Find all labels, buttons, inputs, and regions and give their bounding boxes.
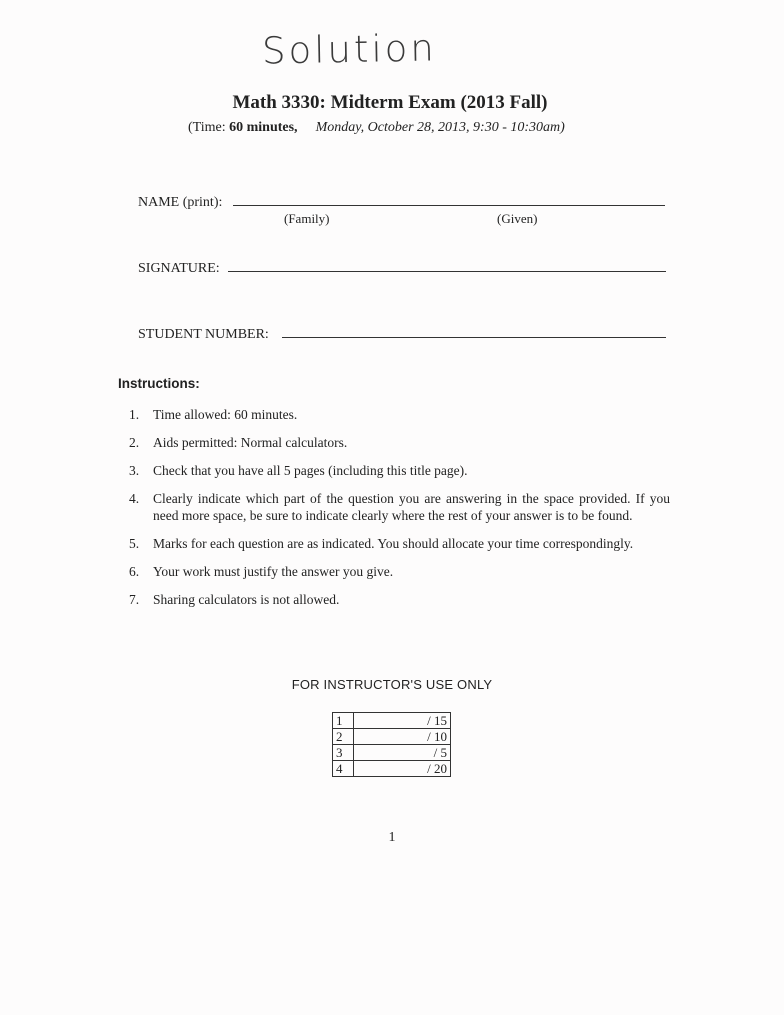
marks-table [332,712,451,777]
exam-title: Math 3330: Midterm Exam (2013 Fall) [232,92,548,113]
instruction-text: Clearly indicate which part of the question you are answering in the space provided. If you need more space, be sure to indicate clearly where the rest of your answer is to be found. [153,491,670,523]
family-label: (Family) [284,211,330,226]
instruction-text: Time allowed: 60 minutes. [153,407,298,422]
signature-label: SIGNATURE: [138,261,220,276]
table-row [333,761,451,777]
instruction-number: 6. [129,564,140,579]
instructions-heading: Instructions: [118,376,200,391]
instruction-text: Check that you have all 5 pages (including this title page). [153,463,468,478]
instruction-number: 3. [129,463,140,478]
instruction-number: 7. [129,592,140,607]
instruction-number: 4. [129,491,140,506]
instruction-number: 1. [129,407,140,422]
score-cell: / 5 [354,745,451,761]
instruction-text: Aids permitted: Normal calculators. [153,435,348,450]
signature-line[interactable] [228,271,666,272]
instruction-item [120,591,670,608]
subtitle-time-prefix: (Time: [188,120,230,135]
question-number-cell: 3 [333,745,354,761]
name-label: NAME (print): [138,195,223,210]
question-number-cell: 1 [333,713,354,729]
table-row [333,745,451,761]
name-line[interactable] [233,205,665,206]
score-cell: / 20 [354,761,451,777]
table-row [333,729,451,745]
table-row [333,713,451,729]
instruction-text: Sharing calculators is not allowed. [153,592,340,607]
score-cell: / 15 [354,713,451,729]
instruction-number: 2. [129,435,140,450]
instructor-use-heading: FOR INSTRUCTOR'S USE ONLY [291,677,493,692]
instruction-item [120,462,670,479]
instruction-text: Your work must justify the answer you give. [153,564,394,579]
instruction-item [120,406,670,423]
score-cell: / 10 [354,729,451,745]
question-number-cell: 2 [333,729,354,745]
instruction-item [120,434,670,451]
subtitle-minutes: 60 minutes, [229,120,298,135]
instructions-list [120,406,670,619]
instruction-item [120,490,670,524]
student-number-line[interactable] [282,337,666,338]
student-number-label: STUDENT NUMBER: [138,327,269,342]
handwritten-solution-note: Solution [261,26,438,73]
given-label: (Given) [497,211,538,226]
question-number-cell: 4 [333,761,354,777]
instruction-item [120,535,670,552]
subtitle-date: Monday, October 28, 2013, 9:30 - 10:30am) [315,120,565,135]
instruction-item [120,563,670,580]
page-number: 1 [388,830,396,845]
exam-subtitle [188,120,565,136]
instruction-number: 5. [129,536,140,551]
instruction-text: Marks for each question are as indicated. You should allocate your time correspondingly. [153,536,634,551]
